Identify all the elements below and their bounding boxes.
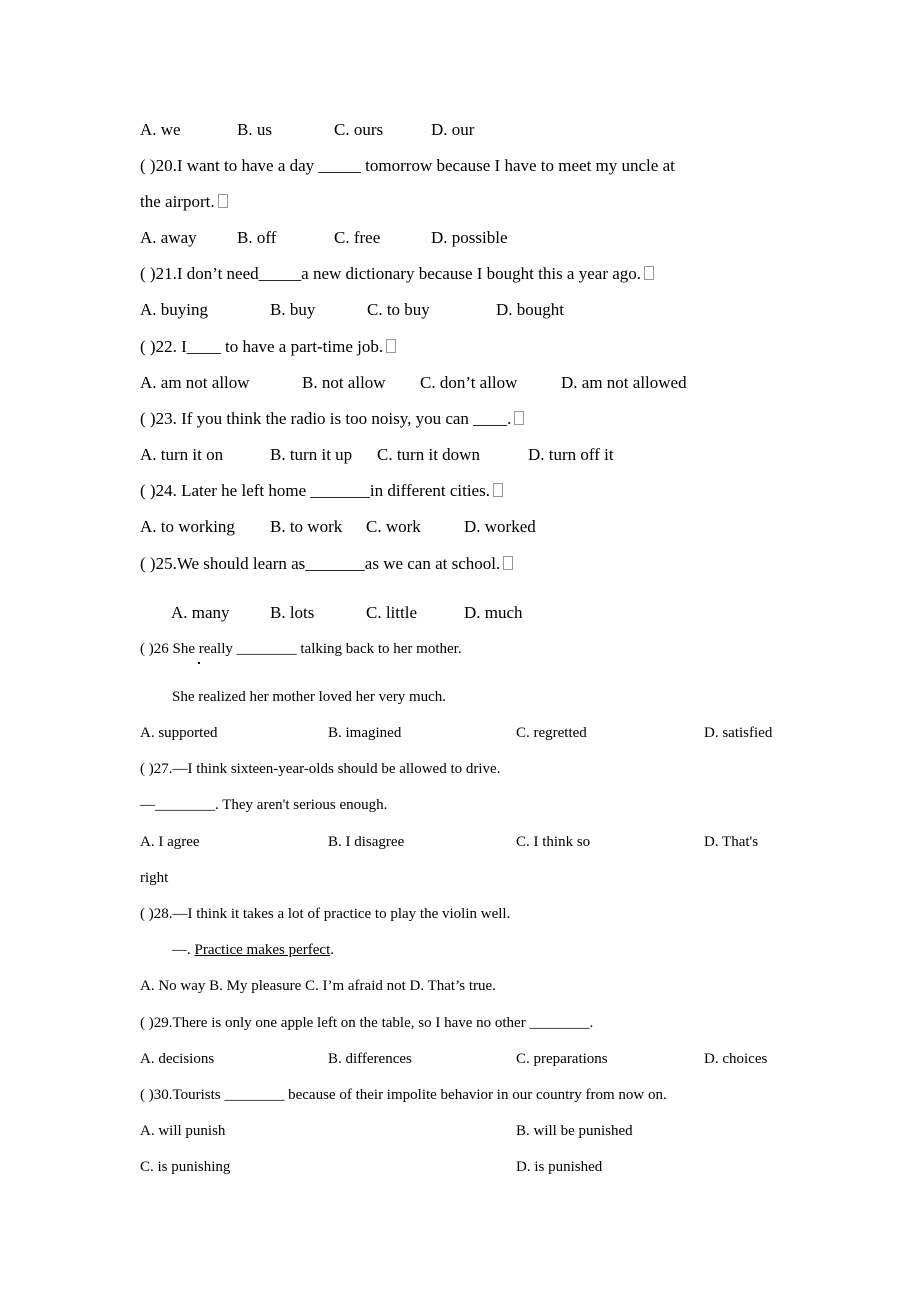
option-b: B. turn it up [270,445,353,464]
option-d: D. possible [431,228,508,247]
option-a: A. decisions [140,1051,215,1067]
missing-glyph-icon [514,411,524,425]
stem-text: ( )22. I____ to have a part-time job. [140,337,384,356]
missing-glyph-icon [644,266,654,280]
q23-stem [140,409,524,429]
stray-dot [198,662,200,664]
q20-stem-cont [140,192,228,212]
option-d: D. That's [704,834,759,850]
missing-glyph-icon [493,483,503,497]
option-c: C. I think so [516,834,591,850]
stem-text: ( )25.We should learn as_______as we can at school. [140,554,501,573]
option-b: B. imagined [328,725,402,741]
q27-stem-cont: —________. They aren't serious enough. [140,797,388,813]
q26-stem: ( )26 She really ________ talking back to her mother. [140,641,462,657]
option-d: D. much [464,603,523,622]
option-c: C. regretted [516,725,587,741]
q24-stem [140,481,503,501]
option-c: C. to buy [367,300,430,319]
option-d: D. is punished [516,1159,603,1175]
q20-stem: ( )20.I want to have a day _____ tomorrow because I have to meet my uncle at [140,156,675,175]
option-b: B. not allow [302,373,386,392]
underlined-answer: Practice makes perfect [194,942,331,958]
option-d: D. bought [496,300,564,319]
missing-glyph-icon [386,339,396,353]
option-c: C. turn it down [377,445,480,464]
q22-stem [140,337,396,357]
option-a: A. away [140,228,197,247]
option-b: B. off [237,228,277,247]
dash: —. [172,942,195,958]
option-b: B. lots [270,603,315,622]
stem-text: ( )21.I don’t need_____a new dictionary because I bought this a year ago. [140,264,642,283]
option-a: A. am not allow [140,373,250,392]
missing-glyph-icon [218,194,228,208]
q21-stem [140,264,654,284]
q28-options: A. No way B. My pleasure C. I’m afraid not D. That’s true. [140,978,496,994]
missing-glyph-icon [503,556,513,570]
stem-text: ( )23. If you think the radio is too noisy, you can ____. [140,409,512,428]
option-a: A. I agree [140,834,200,850]
option-c: C. preparations [516,1051,608,1067]
option-d: D. am not allowed [561,373,687,392]
option-b: B. differences [328,1051,412,1067]
option-c: C. work [366,517,421,536]
option-d: D. choices [704,1051,768,1067]
q29-stem: ( )29.There is only one apple left on the table, so I have no other ________. [140,1015,594,1031]
option-b: B. us [237,120,272,139]
option-b: B. will be punished [516,1123,633,1139]
option-a: A. to working [140,517,235,536]
option-a: A. supported [140,725,218,741]
option-d: D. worked [464,517,536,536]
option-a: A. turn it on [140,445,224,464]
option-c: C. don’t allow [420,373,518,392]
option-b: B. to work [270,517,343,536]
q27-stem: ( )27.—I think sixteen-year-olds should be allowed to drive. [140,761,501,777]
option-c: C. ours [334,120,384,139]
option-d: D. satisfied [704,725,773,741]
q27-option-wrap: right [140,870,169,886]
q26-stem-cont: She realized her mother loved her very much. [172,689,447,705]
option-a: A. we [140,120,181,139]
option-c: C. little [366,603,417,622]
option-a: A. many [171,603,230,622]
option-a: A. buying [140,300,208,319]
q30-stem: ( )30.Tourists ________ because of their impolite behavior in our country from now on. [140,1087,667,1103]
q25-stem [140,554,513,574]
option-c: C. free [334,228,381,247]
option-d: D. our [431,120,475,139]
option-c: C. is punishing [140,1159,231,1175]
option-b: B. buy [270,300,316,319]
period: . [330,942,335,958]
stem-text: the airport. [140,192,215,211]
option-d: D. turn off it [528,445,614,464]
q28-stem-cont [172,940,334,960]
option-b: B. I disagree [328,834,405,850]
option-a: A. will punish [140,1123,226,1139]
stem-text: ( )24. Later he left home _______in different cities. [140,481,490,500]
q28-stem: ( )28.—I think it takes a lot of practice to play the violin well. [140,906,511,922]
